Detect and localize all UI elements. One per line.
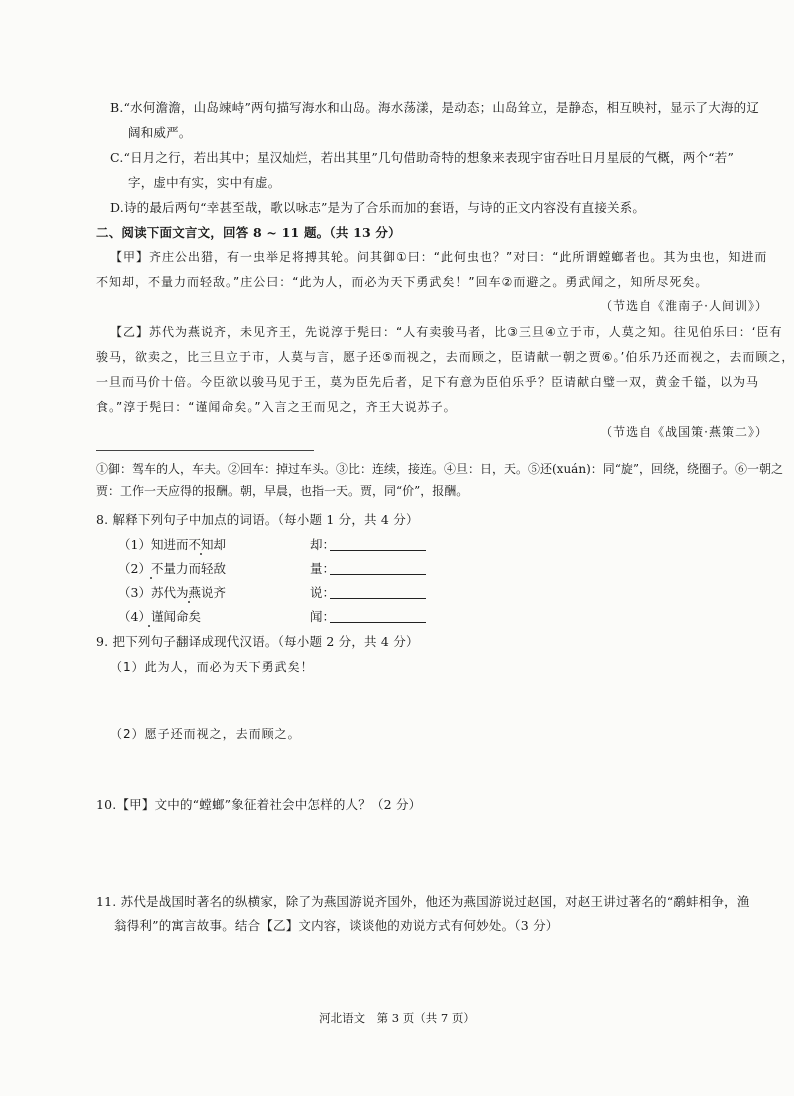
emphasis-dot [150,577,152,579]
passage-jia-line2: 不知却，不量力而轻敌。”庄公曰：“此为人，而必为天下勇武矣！”回车②而避之。勇武闻之，知所尽死矣。 [96,275,709,289]
option-c-line1: C.“日月之行，若出其中；星汉灿烂，若出其里”几句借助奇特的想象来表现宇宙吞吐日月星辰的气概，两个“若” [110,150,735,165]
q8-item-4-key: 闻： [310,609,336,624]
passage-jia-source: （节选自《淮南子·人间训》） [600,299,768,313]
passage-yi-line1: 【乙】苏代为燕说齐，未见齐王，先说淳于髡曰：“人有卖骏马者，比③三旦④立于市，人莫之知。往见伯乐曰：‘臣有 [110,325,783,339]
emphasis-dot [200,553,202,555]
q8-item-1-sentence: （1）知进而不知却 [118,537,226,552]
passage-yi-line3: 一旦而马价十倍。今臣欲以骏马见于王，莫为臣先后者，足下有意为臣伯乐乎？臣请献白璧一双，黄金千镒，以为马 [96,375,760,389]
passage-yi-source: （节选自《战国策·燕策二》） [600,425,768,439]
q8-item-2-key: 量： [310,561,336,576]
passage-yi-line4: 食。”淳于髡曰：“谨闻命矣。”入言之王而见之，齐王大说苏子。 [96,400,457,414]
q9-title: 9. 把下列句子翻译成现代汉语。（每小题 2 分，共 4 分） [96,634,419,649]
page-footer: 河北语文 第 3 页（共 7 页） [319,1011,475,1025]
q8-item-4-answer-line[interactable] [330,622,426,623]
section-heading: 二、阅读下面文言文，回答 8 ~ 11 题。（共 13 分） [96,225,401,240]
passage-jia-line1: 【甲】齐庄公出猎，有一虫举足将搏其轮。问其御①曰：“此何虫也？”对曰：“此所谓螳螂者也。其为虫也，知进而 [110,250,768,264]
q9-sentence-1: （1）此为人，而必为天下勇武矣！ [110,660,314,674]
q8-item-2-answer-line[interactable] [330,574,426,575]
q11-line1: 11. 苏代是战国时著名的纵横家，除了为燕国游说齐国外，他还为燕国游说过赵国，对赵王讲过著名的“鹬蚌相争，渔 [96,894,750,909]
option-b-line2: 阔和威严。 [128,125,192,140]
q9-sentence-2: （2）愿子还而视之，去而顾之。 [110,727,301,741]
q8-title: 8. 解释下列句子中加点的词语。（每小题 1 分，共 4 分） [96,512,419,527]
q8-item-3 [118,581,448,605]
footnotes: ①御：驾车的人，车夫。②回车：掉过车头。③比：连续，接连。④旦：日，天。⑤还(xuán)：同“旋”，回绕，绕圈子。⑥一朝之贾：工作一天应得的报酬。朝，早晨，也指一天。贾，同“价”，报酬。 [96,462,784,498]
q11-line2: 翁得利”的寓言故事。结合【乙】文内容，谈谈他的劝说方式有何妙处。（3 分） [114,918,559,933]
option-c-line2: 字，虚中有实，实中有虚。 [128,175,281,190]
q8-item-3-answer-line[interactable] [330,598,426,599]
q10-title: 10.【甲】文中的“螳螂”象征着社会中怎样的人？（2 分） [96,797,422,812]
q8-item-1-key: 却： [310,537,336,552]
option-d: D.诗的最后两句“幸甚至哉，歌以咏志”是为了合乐而加的套语，与诗的正文内容没有直接关系。 [110,200,646,215]
q8-item-2-sentence: （2）不量力而轻敌 [118,561,226,576]
q8-item-1-answer-line[interactable] [330,550,426,551]
emphasis-dot [148,625,150,627]
q8-item-1 [118,533,448,557]
emphasis-dot [188,601,190,603]
q8-item-3-key: 说： [310,585,336,600]
q8-item-4-sentence: （4）谨闻命矣 [118,609,201,624]
passage-yi-line2: 骏马，欲卖之，比三旦立于市，人莫与言，愿子还⑤而视之，去而顾之，臣请献一朝之贾⑥。’伯乐乃还而视之，去而顾之， [96,350,794,364]
footnote-rule [96,450,314,451]
option-b-line1: B.“水何澹澹，山岛竦峙”两句描写海水和山岛。海水荡漾，是动态；山岛耸立，是静态，相互映衬，显示了大海的辽 [110,100,760,115]
q8-item-2 [118,557,448,581]
q8-item-3-sentence: （3）苏代为燕说齐 [118,585,226,600]
q8-item-4 [118,605,448,629]
